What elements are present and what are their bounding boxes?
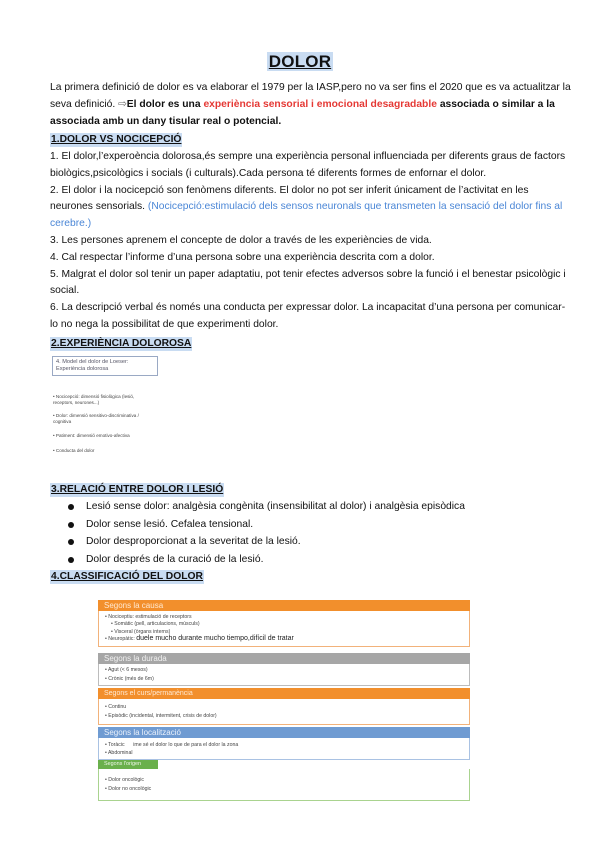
type-line: • Dolor no oncològic — [105, 786, 152, 792]
intro-text: La primera definició de dolor es va elaborar el 1979 per la IASP,pero no va ser fins el 2020 que es va actualitzar la seva definició. — [50, 82, 571, 110]
intro-paragraph — [50, 80, 572, 130]
location-box — [98, 738, 470, 760]
course-line: • Episòdic (incidental, intermitent, crisis de dolor) — [105, 713, 217, 719]
intro-definition-end: associada o similar a la associada amb un dany tisular real o potencial. — [50, 98, 555, 127]
intro-highlight: experiència sensorial i emocional desagradable — [203, 98, 437, 110]
cause-line: • Visceral (òrgans interns) — [111, 629, 171, 635]
intro-definition-start: El dolor es una — [126, 98, 204, 110]
cause-box — [98, 611, 470, 647]
section-heading-3: 3.RELACIÓ ENTRE DOLOR I LESIÓ — [51, 484, 224, 495]
relation-list — [64, 498, 564, 568]
cause-line: • Nociceptiu: estimulació de receptors — [105, 614, 192, 620]
diagram-item: • Nocicepció: dimensió fisiològica (lesió, receptors, neurones...) — [53, 394, 135, 405]
course-box — [98, 699, 470, 725]
duration-line: • Agut (< 6 mesos) — [105, 667, 148, 673]
duration-box — [98, 664, 470, 686]
course-header: Segons el curs/permanència — [98, 688, 470, 699]
loeser-diagram — [50, 356, 160, 452]
duration-header: Segons la durada — [98, 653, 470, 664]
nociception-note: (Nocicepció:estimulació dels sensos neuronals que transmeten la sensació del dolor fins al cerebre.) — [50, 201, 563, 230]
location-line: • Toràcic ime sé el dolor lo que de para el dolor la zona — [105, 742, 239, 748]
cause-line: • Neuropàtic: duele mucho durante mucho tiempo,difícil de tratar — [105, 635, 294, 642]
section-heading-4: 4.CLASSIFICACIÓ DEL DOLOR — [51, 571, 203, 582]
loeser-title-box: 4. Model del dolor de Loeser: Experiència dolorosa — [52, 356, 158, 376]
list-item: 4. Cal respectar l’informe d’una persona sobre una experiència descrita com a dolor. — [50, 251, 435, 263]
bullet-item: Lesió sense dolor: analgèsia congènita (insensibilitat al dolor) i analgèsia episòdica — [64, 498, 564, 516]
location-header: Segons la localització — [98, 727, 470, 738]
list-item: 6. La descripció verbal és només una conducta per expressar dolor. La incapacitat d’una persona per comunicar-lo no nega la possibilitat de que experimenti dolor. — [50, 302, 566, 330]
location-line: • Abdominal — [105, 750, 133, 756]
course-line: • Continu — [105, 704, 127, 710]
cause-header: Segons la causa — [98, 600, 470, 611]
type-line: • Dolor oncològic — [105, 777, 145, 783]
arrow-icon: ⇨ — [118, 98, 127, 110]
classification-diagram — [98, 596, 470, 802]
page-title: DOLOR — [268, 52, 332, 71]
list-item: 3. Les persones aprenem el concepte de dolor a través de les experiències de vida. — [50, 234, 432, 246]
duration-line: • Crònic (més de 6m) — [105, 676, 154, 682]
cause-line: • Somàtic (pell, articulacions, músculs) — [111, 621, 200, 627]
diagram-item: • Conducta del dolor — [53, 448, 95, 453]
section-heading-2: 2.EXPERIÈNCIA DOLOROSA — [51, 338, 192, 349]
section-1-body — [50, 149, 572, 334]
bullet-item: Dolor després de la curació de la lesió. — [64, 551, 564, 569]
type-box — [98, 769, 470, 801]
section-heading-1: 1.DOLOR VS NOCICEPCIÓ — [51, 134, 182, 145]
type-header: Segons l'origen — [98, 760, 158, 769]
list-item: 2. El dolor i la nocicepció son fenòmens diferents. El dolor no pot ser inferit únicament de l’activitat en les neurones sensorials. (Nocicepció:estimulació dels sensos neuronals que transmeten la sensació del dolor fins al cerebre.) — [50, 184, 563, 230]
bullet-item: Dolor sense lesió. Cefalea tensional. — [64, 516, 564, 534]
diagram-item: • Dolor: dimensió sensitivo-discriminativa / cognitiva — [53, 413, 139, 424]
diagram-item: • Patiment: dimensió emotivo-afectiva — [53, 433, 130, 438]
list-item: 1. El dolor,l’experoència dolorosa,és sempre una experiència personal influenciada per diferents graus de factors biològics,psicològics i socials (i culturals).Cada persona té diferents formes de enfornar el dolor. — [50, 151, 566, 179]
bullet-item: Dolor desproporcionat a la severitat de la lesió. — [64, 533, 564, 551]
list-item: 5. Malgrat el dolor sol tenir un paper adaptatiu, pot tenir efectes adversos sobre la funció i el benestar psicològic i social. — [50, 268, 566, 297]
